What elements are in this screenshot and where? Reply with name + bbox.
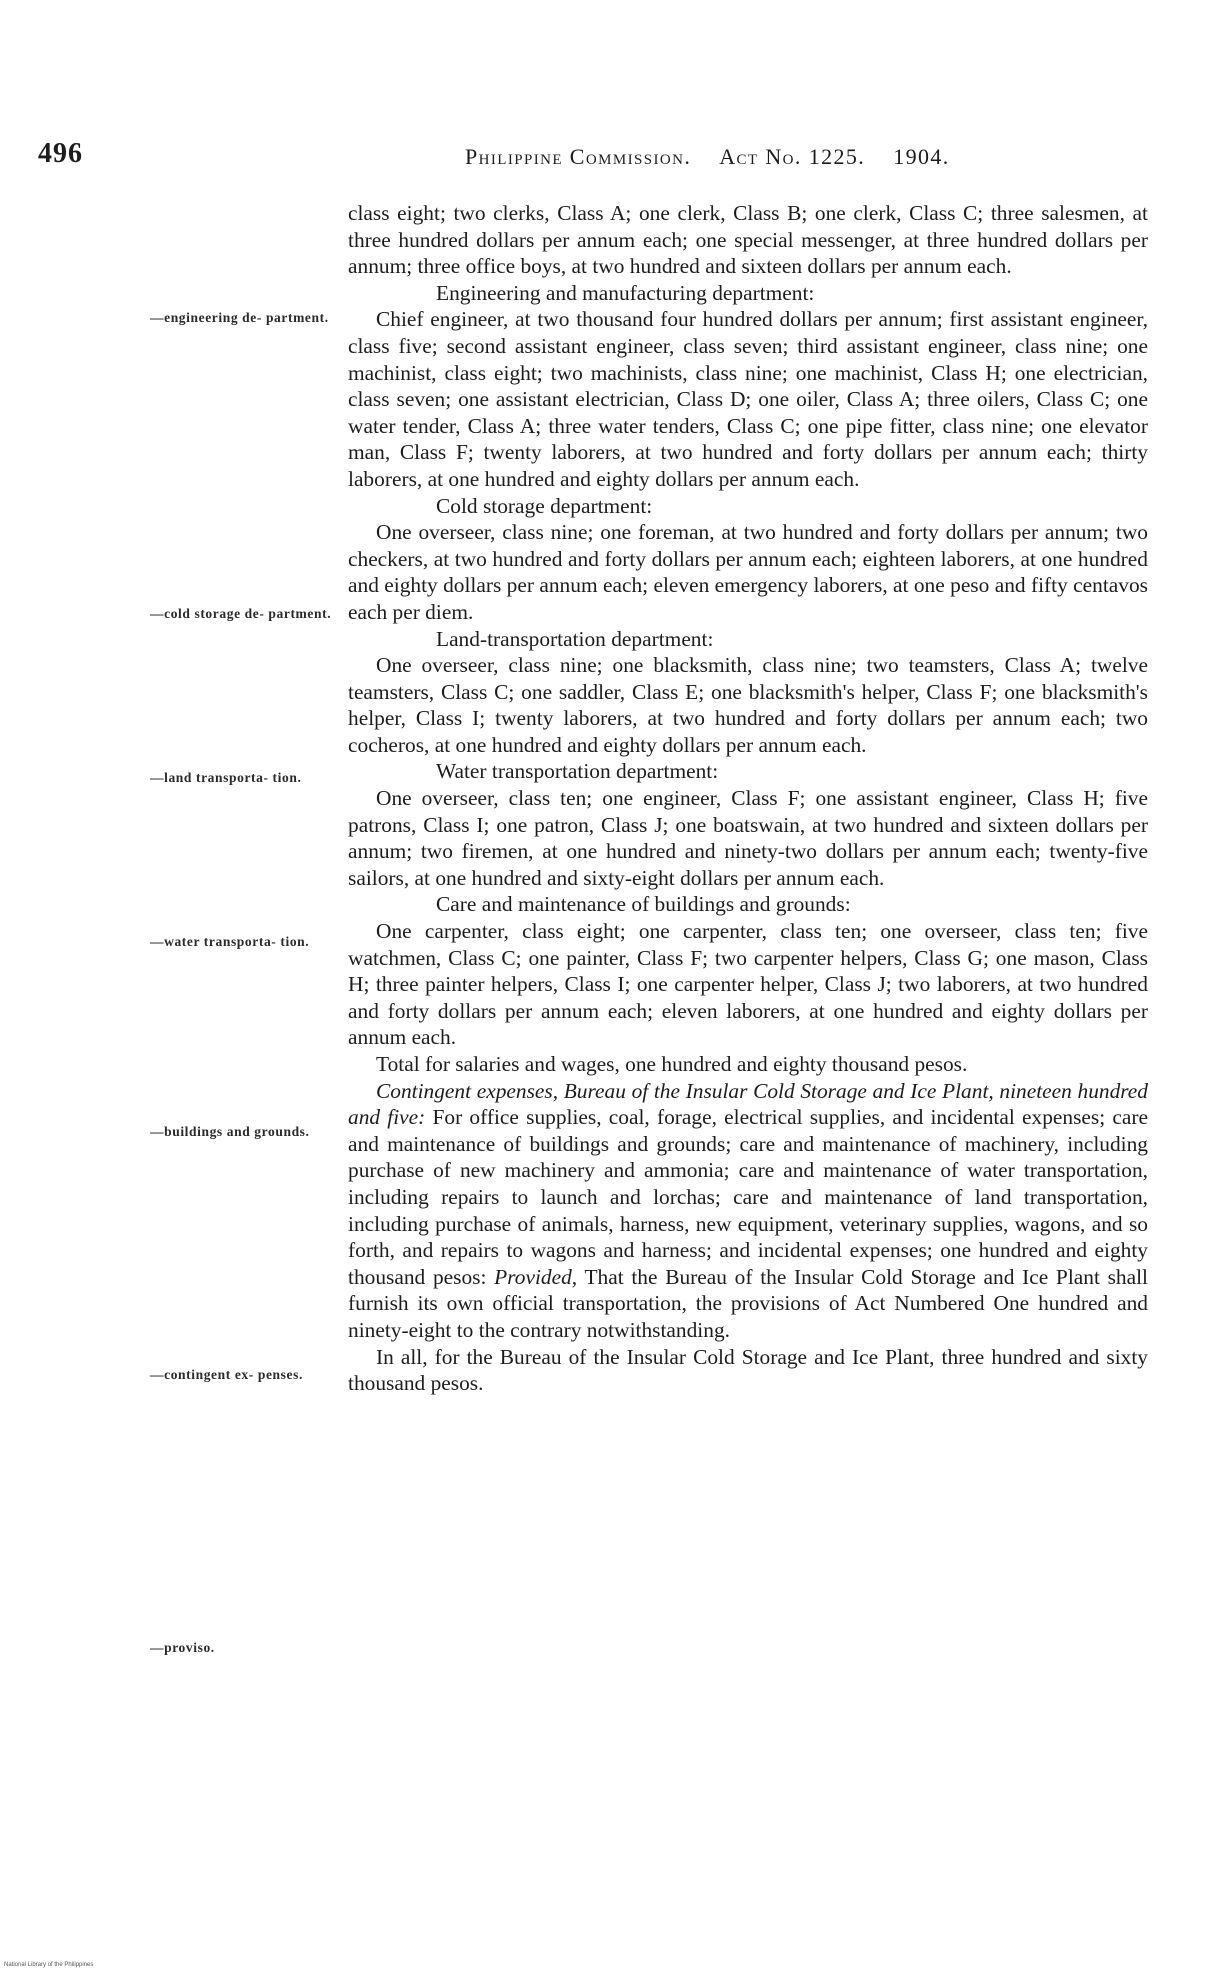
sidenote-buildings-grounds: —buildings and grounds. xyxy=(150,1124,310,1139)
act-body xyxy=(348,200,1148,1397)
paragraph-land-transportation: One overseer, class nine; one blacksmith, class nine; two teamsters, Class A; twelve teamsters, Class C; one saddler, Class E; one blacksmith's helper, Class F; one blacksmith's helper, Class I; twenty laborers, at two hundred and forty dollars per annum each; two cocheros, at one hundred and eighty dollars per annum each. xyxy=(348,653,1148,757)
sidenote-cold-storage: —cold storage de- partment. xyxy=(150,606,332,621)
paragraph-total-salaries: Total for salaries and wages, one hundred and eighty thousand pesos. xyxy=(376,1052,968,1076)
paragraph-in-all: In all, for the Bureau of the Insular Cold Storage and Ice Plant, three hundred and sixty thousand pesos. xyxy=(348,1344,1148,1396)
running-head-title: Philippine Commission. xyxy=(465,144,692,169)
sidenote-engineering: —engineering de- partment. xyxy=(150,310,329,325)
sidenote-water-transportation: —water transporta- tion. xyxy=(150,934,310,949)
running-head xyxy=(465,144,950,170)
paragraph-water-transportation: One overseer, class ten; one engineer, Class F; one assistant engineer, Class H; five patrons, Class I; one patron, Class J; one boatswain, at two hundred and sixteen dollars per annum; two firemen, at one hundred and ninety-two dollars per annum each; twenty-five sailors, at one hundred and sixty-eight dollars per annum each. xyxy=(348,786,1148,890)
heading-water-transportation: Water transportation department: xyxy=(436,759,719,784)
paragraph-cold-storage: One overseer, class nine; one foreman, at two hundred and forty dollars per annum; two checkers, at two hundred and forty dollars per annum each; eighteen laborers, at one hundred and eighty dollars per annum each; eleven emergency laborers, at one peso and fifty centavos each per diem. xyxy=(348,520,1148,624)
proviso-text: That the Bureau of the Insular Cold Storage and Ice Plant shall furnish its own official transportation, the provisions of Act Numbered One hundred and ninety-eight to the contrary notwithstanding. xyxy=(348,1264,1149,1342)
page-number: 496 xyxy=(38,138,83,169)
heading-engineering: Engineering and manufacturing department: xyxy=(436,280,815,305)
proviso-provided: Provided, xyxy=(494,1264,578,1289)
running-head-act: Act No. 1225. xyxy=(719,144,866,169)
heading-land-transportation: Land-transportation department: xyxy=(436,626,714,651)
running-head-year: 1904. xyxy=(893,144,950,169)
heading-cold-storage: Cold storage department: xyxy=(436,493,653,518)
sidenote-contingent-expenses: —contingent ex- penses. xyxy=(150,1367,303,1382)
paragraph-clerks: class eight; two clerks, Class A; one clerk, Class B; one clerk, Class C; three salesmen, at three hundred dollars per annum each; one special messenger, at three hundred dollars per annum; three office boys, at two hundred and sixteen dollars per annum each. xyxy=(348,201,1148,279)
contingent-expenses-heading: Contingent expenses, Bureau of the Insular Cold Storage and Ice Plant, nineteen hundred and five: xyxy=(348,1078,1148,1130)
footer-library-credit: National Library of the Philippines xyxy=(4,1962,94,1968)
paragraph-buildings-grounds: One carpenter, class eight; one carpenter, class ten; one overseer, class ten; five watchmen, Class C; one painter, Class F; two carpenter helpers, Class G; one mason, Class H; three painter helpers, Class I; one carpenter helper, Class J; two laborers, at two hundred and forty dollars per annum each; eleven laborers, at one hundred and eighty dollars per annum each. xyxy=(348,919,1148,1050)
heading-buildings-grounds: Care and maintenance of buildings and grounds: xyxy=(436,892,851,917)
contingent-expenses-text: For office supplies, coal, forage, electrical supplies, and incidental expenses; care and maintenance of buildings and grounds; care and maintenance of machinery, including purchase of new machinery and ammonia; care and maintenance of water transportation, including repairs to launch and lorchas; care and maintenance of land transportation, including purchase of animals, harness, new equipment, veterinary supplies, wagons, and so forth, and repairs to wagons and harness; and incidental expenses; one hundred and eighty thousand pesos: xyxy=(348,1105,1148,1289)
paragraph-engineering: Chief engineer, at two thousand four hundred dollars per annum; first assistant engineer, class five; second assistant engineer, class seven; third assistant engineer, class nine; one machinist, class eight; two machinists, class nine; one machinist, Class H; one electrician, class seven; one assistant electrician, Class D; one oiler, Class A; three oilers, Class C; one water tender, Class A; three water tenders, Class C; one pipe fitter, class nine; one elevator man, Class F; twenty laborers, at two hundred and forty dollars per annum each; thirty laborers, at one hundred and eighty dollars per annum each. xyxy=(348,307,1148,491)
sidenote-proviso: —proviso. xyxy=(150,1640,215,1655)
paragraph-contingent-expenses xyxy=(348,1078,1148,1344)
sidenote-land-transportation: —land transporta- tion. xyxy=(150,770,302,785)
